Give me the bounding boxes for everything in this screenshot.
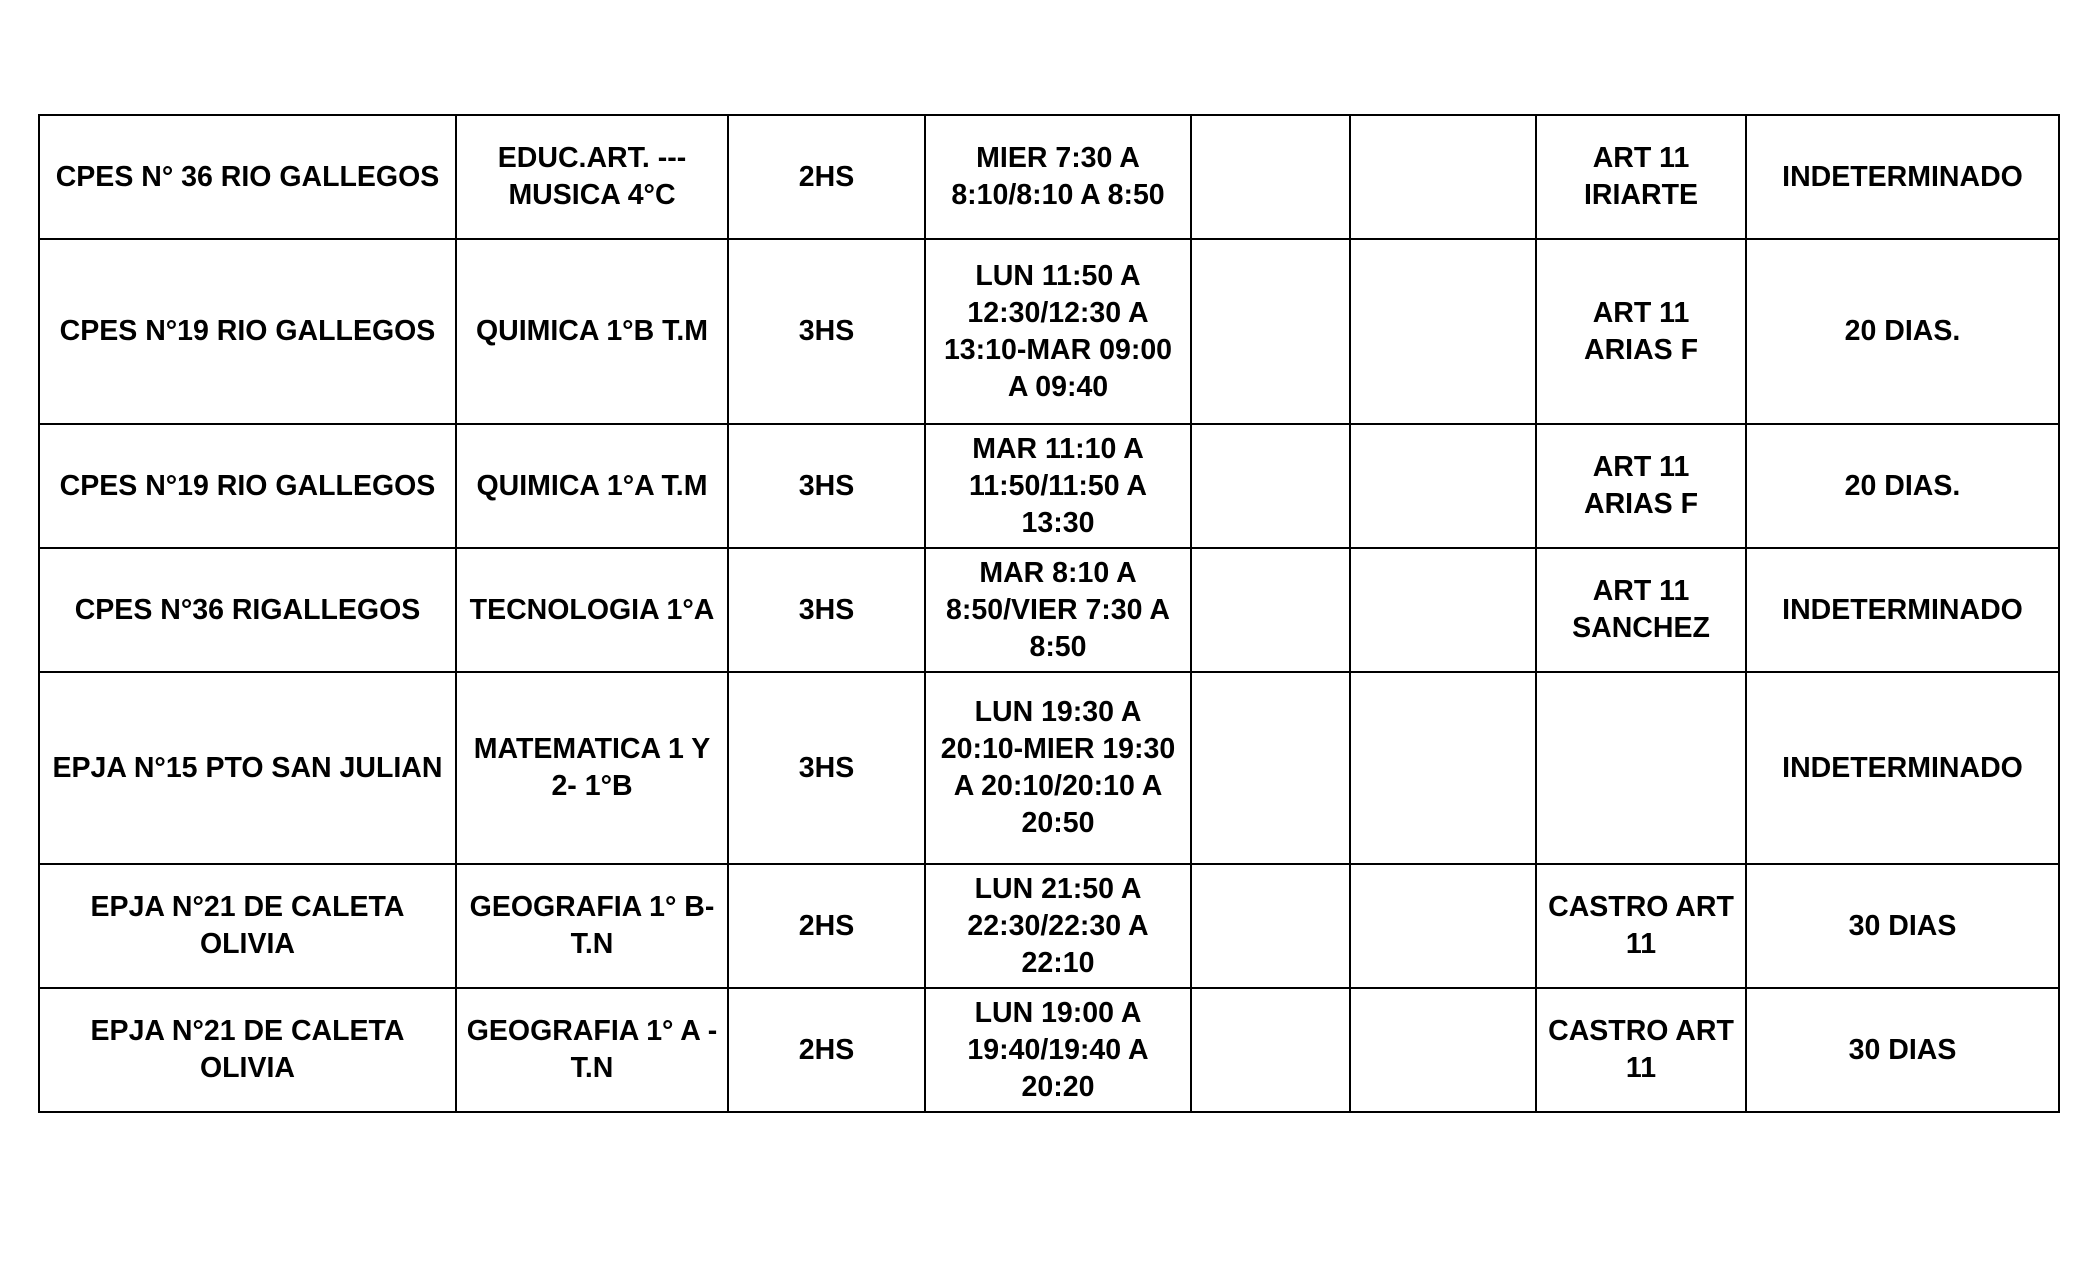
cell-school: CPES N° 36 RIO GALLEGOS xyxy=(39,115,456,239)
table-row xyxy=(39,115,2059,239)
cell-schedule: LUN 19:30 A 20:10-MIER 19:30 A 20:10/20:10 A 20:50 xyxy=(925,672,1191,864)
cell-blank-2 xyxy=(1350,988,1536,1112)
cell-blank-2 xyxy=(1350,239,1536,424)
cell-subject: MATEMATICA 1 Y 2- 1°B xyxy=(456,672,728,864)
cell-blank-2 xyxy=(1350,548,1536,672)
cell-hours: 3HS xyxy=(728,548,925,672)
cell-school: EPJA N°15 PTO SAN JULIAN xyxy=(39,672,456,864)
cell-schedule: LUN 21:50 A 22:30/22:30 A 22:10 xyxy=(925,864,1191,988)
cell-schedule: MIER 7:30 A 8:10/8:10 A 8:50 xyxy=(925,115,1191,239)
cell-schedule: MAR 8:10 A 8:50/VIER 7:30 A 8:50 xyxy=(925,548,1191,672)
cell-school: EPJA N°21 DE CALETA OLIVIA xyxy=(39,988,456,1112)
cell-school: CPES N°36 RIGALLEGOS xyxy=(39,548,456,672)
cell-reason: CASTRO ART 11 xyxy=(1536,988,1746,1112)
cell-hours: 2HS xyxy=(728,988,925,1112)
cell-reason: ART 11 ARIAS F xyxy=(1536,424,1746,548)
table-row xyxy=(39,864,2059,988)
cell-blank-1 xyxy=(1191,988,1350,1112)
cell-blank-1 xyxy=(1191,864,1350,988)
cell-schedule: LUN 19:00 A 19:40/19:40 A 20:20 xyxy=(925,988,1191,1112)
cell-duration: INDETERMINADO xyxy=(1746,672,2059,864)
cell-schedule: LUN 11:50 A 12:30/12:30 A 13:10-MAR 09:00 A 09:40 xyxy=(925,239,1191,424)
cell-reason: CASTRO ART 11 xyxy=(1536,864,1746,988)
table-row xyxy=(39,424,2059,548)
table-row xyxy=(39,988,2059,1112)
cell-hours: 3HS xyxy=(728,239,925,424)
cell-blank-2 xyxy=(1350,864,1536,988)
cell-duration: 20 DIAS. xyxy=(1746,239,2059,424)
table-row xyxy=(39,672,2059,864)
cell-subject: TECNOLOGIA 1°A xyxy=(456,548,728,672)
cell-reason xyxy=(1536,672,1746,864)
cell-school: EPJA N°21 DE CALETA OLIVIA xyxy=(39,864,456,988)
cell-duration: INDETERMINADO xyxy=(1746,548,2059,672)
cell-subject: QUIMICA 1°A T.M xyxy=(456,424,728,548)
cell-subject: GEOGRAFIA 1° A - T.N xyxy=(456,988,728,1112)
cell-hours: 3HS xyxy=(728,672,925,864)
cell-reason: ART 11 ARIAS F xyxy=(1536,239,1746,424)
cell-schedule: MAR 11:10 A 11:50/11:50 A 13:30 xyxy=(925,424,1191,548)
cell-blank-1 xyxy=(1191,672,1350,864)
cell-hours: 2HS xyxy=(728,864,925,988)
cell-duration: 30 DIAS xyxy=(1746,988,2059,1112)
cell-blank-2 xyxy=(1350,672,1536,864)
cell-blank-1 xyxy=(1191,548,1350,672)
cell-subject: EDUC.ART. --- MUSICA 4°C xyxy=(456,115,728,239)
cell-duration: 20 DIAS. xyxy=(1746,424,2059,548)
cell-duration: INDETERMINADO xyxy=(1746,115,2059,239)
cell-duration: 30 DIAS xyxy=(1746,864,2059,988)
cell-reason: ART 11 IRIARTE xyxy=(1536,115,1746,239)
cell-blank-2 xyxy=(1350,424,1536,548)
table-body xyxy=(39,115,2059,1112)
cell-hours: 3HS xyxy=(728,424,925,548)
cell-blank-1 xyxy=(1191,115,1350,239)
schedule-table xyxy=(38,114,2060,1113)
table-row xyxy=(39,239,2059,424)
cell-hours: 2HS xyxy=(728,115,925,239)
cell-blank-1 xyxy=(1191,424,1350,548)
cell-school: CPES N°19 RIO GALLEGOS xyxy=(39,424,456,548)
cell-subject: GEOGRAFIA 1° B- T.N xyxy=(456,864,728,988)
cell-school: CPES N°19 RIO GALLEGOS xyxy=(39,239,456,424)
cell-blank-2 xyxy=(1350,115,1536,239)
table-row xyxy=(39,548,2059,672)
cell-subject: QUIMICA 1°B T.M xyxy=(456,239,728,424)
cell-reason: ART 11 SANCHEZ xyxy=(1536,548,1746,672)
cell-blank-1 xyxy=(1191,239,1350,424)
